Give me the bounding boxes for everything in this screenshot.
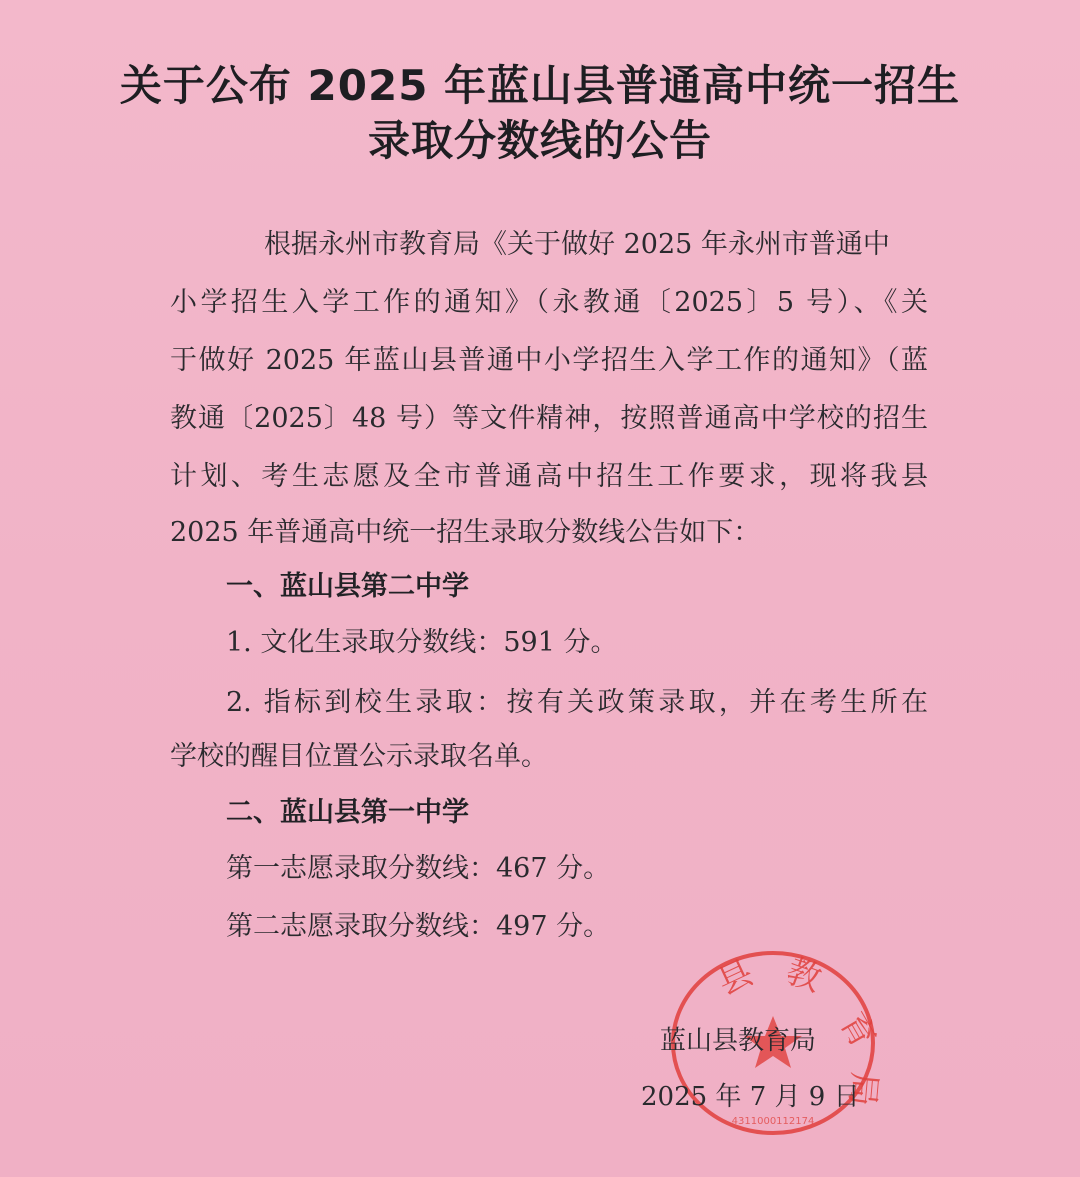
- section-heading-school-1: 二、蓝山县第一中学: [226, 797, 469, 828]
- section-item: 2. 指标到校生录取：按有关政策录取，并在考生所在: [226, 687, 928, 718]
- body-paragraph-line: 2025 年普通高中统一招生录取分数线公告如下：: [170, 517, 761, 548]
- issuer-signature: 蓝山县教育局: [660, 1026, 817, 1056]
- document-title-line-2: 录取分数线的公告: [367, 116, 712, 165]
- seal-number: 4311000112174: [731, 1116, 815, 1127]
- section-item: 1. 文化生录取分数线：591 分。: [226, 627, 618, 658]
- body-paragraph-line: 小学招生入学工作的通知》（永教通〔2025〕5 号）、《关: [170, 287, 928, 318]
- section-item-continuation: 学校的醒目位置公示录取名单。: [170, 741, 548, 772]
- section-item: 第一志愿录取分数线：467 分。: [226, 853, 611, 884]
- seal-char: 育: [831, 1005, 884, 1056]
- seal-char: 县: [711, 952, 760, 1004]
- body-paragraph-line: 教通〔2025〕48 号）等文件精神，按照普通高中学校的招生: [170, 403, 928, 434]
- document-title-line-1: 关于公布 2025 年蓝山县普通高中统一招生: [119, 61, 961, 110]
- seal-char: 教: [780, 951, 827, 1001]
- seal-char: 局: [841, 1070, 885, 1108]
- body-paragraph-line: 根据永州市教育局《关于做好 2025 年永州市普通中: [264, 229, 890, 260]
- body-paragraph-line: 于做好 2025 年蓝山县普通中小学招生入学工作的通知》（蓝: [170, 345, 928, 376]
- section-heading-school-2: 一、蓝山县第二中学: [226, 571, 469, 602]
- section-item: 第二志愿录取分数线：497 分。: [226, 911, 611, 942]
- body-paragraph-line: 计划、考生志愿及全市普通高中招生工作要求，现将我县: [170, 461, 928, 492]
- issue-date: 2025 年 7 月 9 日: [641, 1082, 860, 1112]
